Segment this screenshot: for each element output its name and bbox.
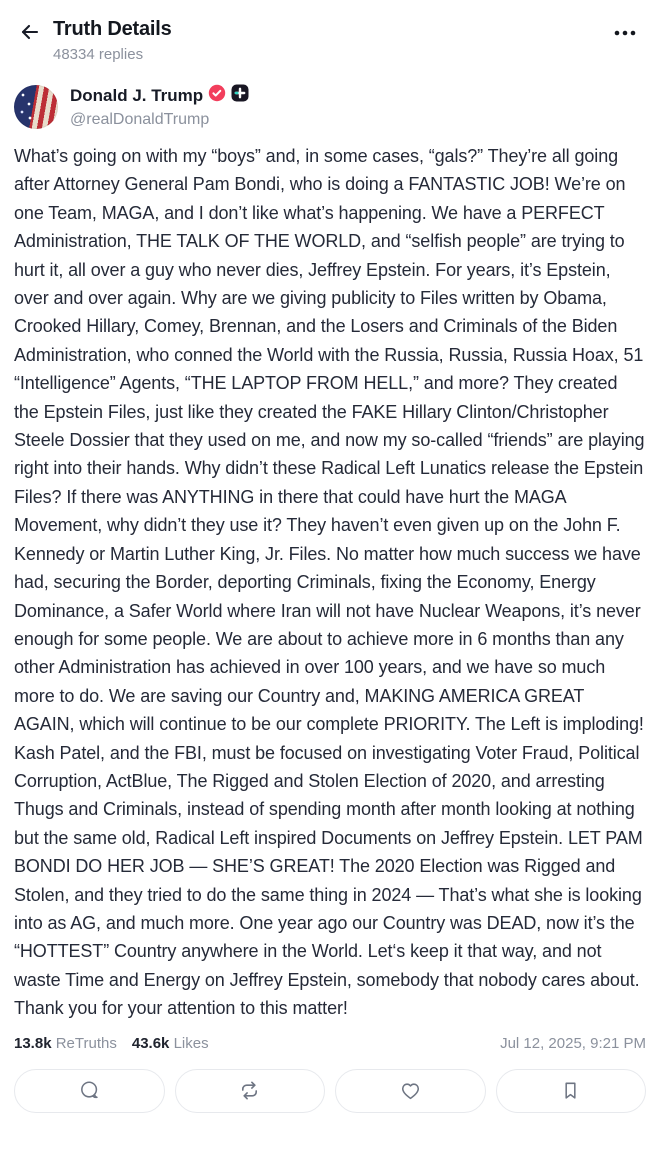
author-row <box>14 84 646 129</box>
likes-count: 43.6k <box>131 1034 170 1052</box>
action-bar <box>0 1069 660 1113</box>
avatar[interactable] <box>14 85 58 129</box>
likes-stat[interactable] <box>132 1035 209 1052</box>
arrow-left-icon <box>18 20 42 44</box>
verified-badge-icon <box>208 84 226 107</box>
back-button[interactable] <box>16 18 44 46</box>
more-options-button[interactable] <box>612 17 638 43</box>
speech-bubble-icon <box>78 1079 101 1102</box>
bookmark-button[interactable] <box>496 1069 647 1113</box>
likes-label: Likes <box>173 1034 209 1052</box>
retruth-button[interactable] <box>175 1069 326 1113</box>
retruths-count: 13.8k <box>14 1034 52 1052</box>
name-row <box>70 84 249 107</box>
header-text <box>53 17 612 63</box>
author-handle[interactable]: @realDonaldTrump <box>70 111 210 128</box>
reply-button[interactable] <box>14 1069 165 1113</box>
timestamp: Jul 12, 2025, 9:21 PM <box>500 1034 646 1052</box>
plus-badge-icon <box>231 84 249 107</box>
post <box>0 84 660 1052</box>
retruths-stat[interactable] <box>14 1035 117 1052</box>
stats-row <box>14 1035 646 1052</box>
like-button[interactable] <box>335 1069 486 1113</box>
retruths-label: ReTruths <box>55 1034 117 1052</box>
author-meta <box>70 84 249 129</box>
post-body: What’s going on with my “boys” and, in some cases, “gals?” They’re all going after Attorney General Pam Bondi, who is doing a FANTASTIC JOB! We’re on one Team, MAGA, and I don’t like what’s happening. We have a PERFECT Administration, THE TALK OF THE WORLD, and “selfish people” are trying to hurt it, all over a guy who never dies, Jeffrey Epstein. For years, it’s Epstein, over and over again. Why are we giving publicity to Files written by Obama, Crooked Hillary, Comey, Brennan, and the Losers and Criminals of the Biden Administration, who conned the World with the Russia, Russia, Russia Hoax, 51 “Intelligence” Agents, “THE LAPTOP FROM HELL,” and more? They created the Epstein Files, just like they created the FAKE Hillary Clinton/Christopher Steele Dossier that they used on me, and now my so-called “friends” are playing right into their hands. Why didn’t these Radical Left Lunatics release the Epstein Files? If there was ANYTHING in there that could have hurt the MAGA Movement, why didn’t they use it? They haven’t even given up on the John F. Kennedy or Martin Luther King, Jr. Files. No matter how much success we have had, securing the Border, deporting Criminals, fixing the Economy, Energy Dominance, a Safer World where Iran will not have Nuclear Weapons, it’s never enough for some people. We are about to achieve more in 6 months than any other Administration has achieved in over 100 years, and we have so much more to do. We are saving our Country and, MAKING AMERICA GREAT AGAIN, which will continue to be our complete PRIORITY. The Left is imploding! Kash Patel, and the FBI, must be focused on investigating Voter Fraud, Political Corruption, ActBlue, The Rigged and Stolen Election of 2020, and arresting Thugs and Criminals, instead of spending month after month looking at nothing but the same old, Radical Left inspired Documents on Jeffrey Epstein. LET PAM BONDI DO HER JOB — SHE’S GREAT! The 2020 Election was Rigged and Stolen, and they tried to do the same thing in 2024 — That’s what she is looking into as AG, and much more. One year ago our Country was DEAD, now it’s the “HOTTEST” Country anywhere in the World. Let‘s keep it that way, and not waste Time and Energy on Jeffrey Epstein, somebody that nobody cares about. Thank you for your attention to this matter! <box>14 146 645 1019</box>
bookmark-icon <box>559 1079 582 1102</box>
retruth-icon <box>238 1079 261 1102</box>
author-name[interactable]: Donald J. Trump <box>70 85 204 105</box>
header <box>0 0 660 63</box>
page-title: Truth Details <box>53 18 172 40</box>
ellipsis-icon <box>612 23 638 43</box>
replies-count: 48334 replies <box>53 46 144 63</box>
heart-icon <box>399 1079 422 1102</box>
